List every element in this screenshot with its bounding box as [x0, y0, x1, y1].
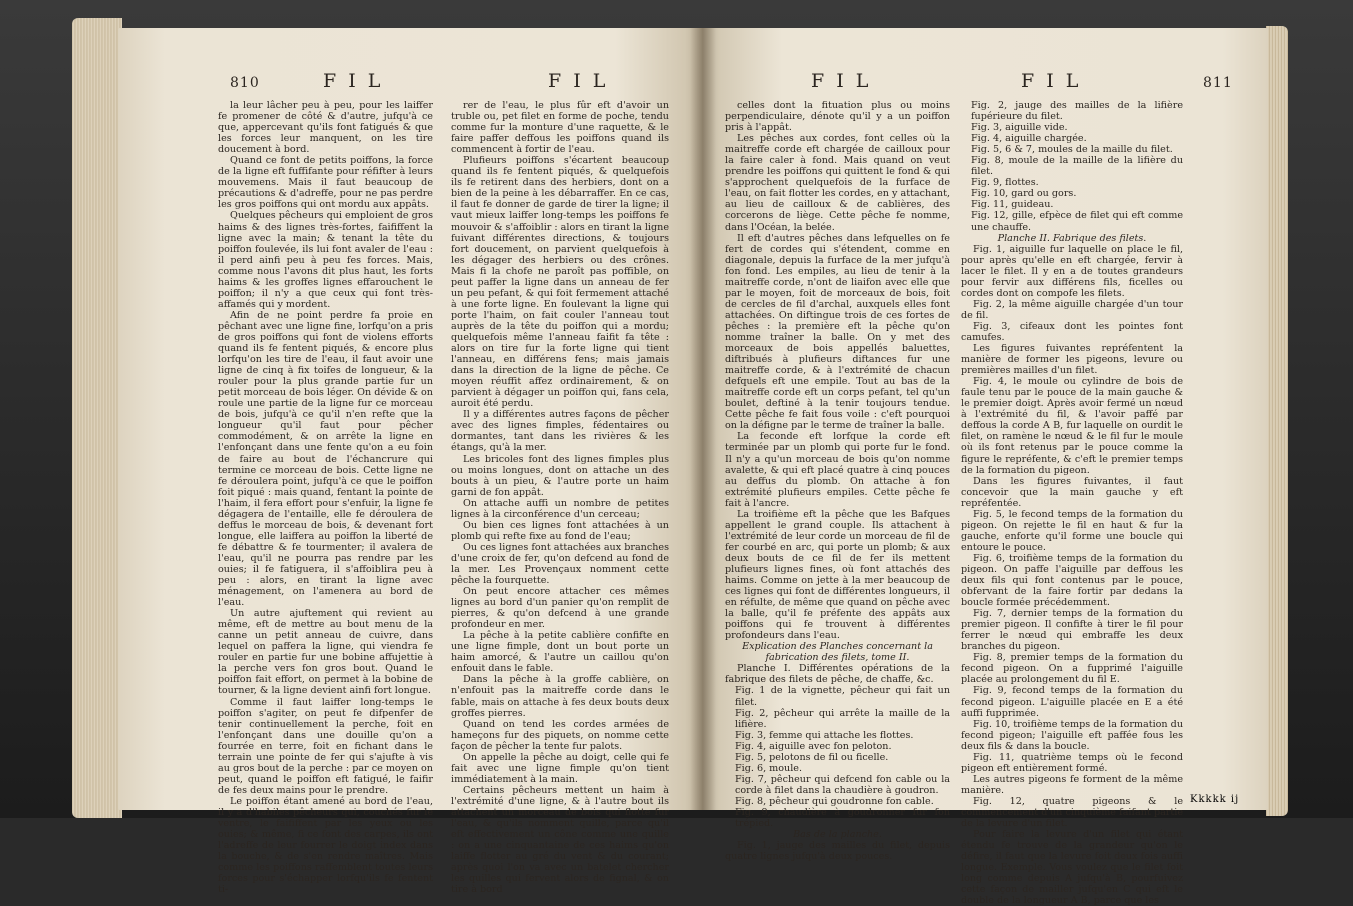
figure-item: Fig. 4, aiguille avec fon peloton. [735, 740, 892, 752]
right-page-number: 811 [1203, 75, 1233, 91]
figure-item: Fig. 2, jauge des mailles de la lifière fupérieure du filet. [971, 100, 1183, 123]
paragraph: Certains pêcheurs mettent un haim à l'extrémité d'une ligne, & à l'autre bout ils attachent un morceau de bois qui flotte fur l'eau, & qu'ils nomment quille, parce qu'il eft effectivement un cône comme une quille : on a une cinquantaine de ces haims qu'on laiffe flotter au gré du vent & du courant; après quoi l'on va avec un batelet chercher les quilles qui fervent alors de fignal, & on tire à bord [451, 784, 669, 896]
paragraph: Fig. 1, aiguille fur laquelle on place le fil, pour après qu'elle en eft chargée, fervir à lacer le filet. Il y en a de toutes grandeurs pour fervir aux différens fils, ficelles ou cordes dont on compofe les filets. [961, 243, 1183, 299]
paragraph: Fig. 11, quatrième temps où le fecond pigeon eft entièrement formé. [961, 751, 1183, 774]
figure-item: Fig. 2, pêcheur qui arrête la maille de la lifière. [735, 707, 950, 730]
left-running-head: F I L [323, 70, 384, 92]
right-running-head-1: F I L [811, 70, 872, 92]
paragraph: Il y a différentes autres façons de pêcher avec des lignes fimples, fédentaires ou dormantes, tant dans les rivières & les étangs, qu'à la mer. [451, 409, 669, 454]
paragraph: Quand on tend les cordes armées de hameçons fur des piquets, on nomme cette façon de pêcher la tente fur palots. [451, 718, 669, 752]
figure-item: Fig. 10, gard ou gors. [971, 188, 1077, 200]
left-page [118, 28, 703, 896]
figure-item: Fig. 4, aiguille chargée. [971, 133, 1087, 145]
figure-item: Fig. 9, chaudière à goudronner fur fon trépied. [735, 807, 950, 830]
figure-item: Fig. 1 de la vignette, pêcheur qui fait un filet. [735, 685, 950, 708]
paragraph: On appelle la pêche au doigt, celle qui fe fait avec une ligne fimple qu'on tient immédiatement à la main. [451, 751, 669, 785]
paragraph: Fig. 9, fecond temps de la formation du fecond pigeon. L'aiguille placée en E a été auffi fupprimée. [961, 685, 1183, 719]
paragraph: Les bricoles font des lignes fimples plus ou moins longues, dont on attache un des bouts à un pieu, & l'autre porte un haim garni de fon appât. [451, 453, 669, 498]
paragraph: Fig. 12, quatre pigeons & le commencement d'un cinquième faifant partie de la levure d'un filet. [961, 795, 1183, 830]
paragraph: Planche I. Différentes opérations de la fabrique des filets de pêche, de chaffe, &c. [725, 663, 950, 686]
signature-mark: Kkkkk ij [1190, 794, 1240, 805]
paragraph: Fig. 8, premier temps de la formation du fecond pigeon. On a fupprimé l'aiguille placée au prolongement du fil E. [961, 652, 1183, 686]
paragraph: Ou bien ces lignes font attachées à un plomb qui refte fixe au fond de l'eau; [451, 519, 669, 542]
paragraph: celles dont la fituation plus ou moins perpendiculaire, dénote qu'il y a un poiffon pris à l'appât. [725, 100, 950, 134]
paragraph: Fig. 1, jauge des mailles du filet, depuis quatre lignes jufqu'à deux pouces. [725, 840, 950, 863]
paragraph: Ou ces lignes font attachées aux branches d'une croix de fer, qu'on defcend au fond de la mer. Les Provençaux nomment cette pêche la fourquette. [451, 541, 669, 587]
figure-item: Fig. 3, femme qui attache les flottes. [735, 729, 914, 741]
figure-item: Fig. 5, 6 & 7, moules de la maille du filet. [971, 144, 1173, 156]
paragraph: Afin de ne point perdre fa proie en pêchant avec une ligne fine, lorfqu'on a pris de gros poiffons qui font de violens efforts quand ils fe fentent piqués, & encore plus lorfqu'on les tire de l'eau, il faut avoir une ligne de cinq à fix toifes de longueur, & la rouler pour la plus grande partie fur un petit morceau de bois léger. On dévide & on roule une partie de la ligne fur ce morceau de bois, jufqu'à ce qu'il n'en refte que la longueur qu'il faut pour pêcher commodément, & on arrête la ligne en l'enfonçant dans une fente qu'on a eu foin de faire au bout de l'échancrure qui termine ce morceau de bois. Cette ligne ne fe déroulera point, jufqu'à ce que le poiffon foit piqué : mais quand, fentant la pointe de l'haim, il fera effort pour s'enfuir, la ligne fe dégagera de l'entaille, elle fe déroulera de deffus le morceau de bois, & devenant fort longue, elle laiffera au poiffon la liberté de fe débattre & fe tourmenter; il avalera de l'eau, qu'il ne pourra pas rendre par les ouies; il fe fatiguera, il s'affoiblira peu à peu : alors, en tirant la ligne avec ménagement, on l'amenera au bord de l'eau. [218, 309, 433, 609]
paragraph: Fig. 4, le moule ou cylindre de bois de faule tenu par le pouce de la main gauche & le premier doigt. Après avoir fermé un nœud à l'extrémité du fil, & l'avoir paffé par deffous la corde A B, fur laquelle on ourdit le filet, on ramène le nœud & le fil fur le moule où ils font retenus par le pouce comme la figure le repréfente, & c'eft le premier temps de la formation du pigeon. [961, 376, 1183, 476]
paragraph: Quelques pêcheurs qui emploient de gros haims & des lignes très-fortes, faififfent la ligne avec la main; & tenant la tête du poiffon foulevée, ils lui font avaler de l'eau : il perd ainfi peu à peu fes forces. Mais, comme nous l'avons dit plus haut, les forts haims & les groffes lignes effarouchent le poiffon; il n'y a que ceux qui font très-affamés qui y mordent. [218, 210, 433, 310]
paragraph: Fig. 2, la même aiguille chargée d'un tour de fil. [961, 298, 1183, 321]
paragraph: Il eft d'autres pêches dans lefquelles on fe fert de cordes qui s'étendent, comme en diagonale, depuis la furface de la mer jufqu'à fon fond. Les empiles, au lieu de tenir à la maitreffe corde, n'ont de liaifon avec elle que par le moyen, foit de morceaux de bois, foit de cercles de fil d'archal, auxquels elles font attachées. On diftingue trois de ces fortes de pêches : la première eft la pêche qu'on nomme traîner la balle. On y met des morceaux de bois appellés baluettes, diftribués à plufieurs diftances fur une maitreffe corde, & à l'extrémité de chacun defquels eft une empile. Tout au bas de la maitreffe corde eft un corps pefant, tel qu'un boulet, deftiné à la tenir toujours tendue. Cette pêche fe fait fous voile : c'eft pourquoi on la défigne par le terme de traîner la balle. [725, 232, 950, 432]
paragraph: Dans les figures fuivantes, il faut concevoir que la main gauche y eft repréfentée. [961, 475, 1183, 509]
left-page-number: 810 [230, 75, 260, 91]
figure-item: Fig. 8, pêcheur qui goudronne fon cable. [735, 795, 934, 807]
paragraph: Fig. 6, troifième temps de la formation du pigeon. On paffe l'aiguille par deffous les deux fils qui font contenus par le pouce, obfervant de la faire fortir par dedans la boucle formée précédemment. [961, 552, 1183, 609]
paragraph: Fig. 10, troifième temps de la formation du fecond pigeon; l'aiguille eft paffée fous les deux fils & dans la boucle. [961, 718, 1183, 752]
paragraph: Plufieurs poiffons s'écartent beaucoup quand ils fe fentent piqués, & quelquefois ils fe retirent dans des herbiers, dont on a bien de la peine à les débarraffer. En ce cas, il faut fe donner de garde de tirer la ligne; il vaut mieux laiffer long-temps les poiffons fe mouvoir & s'affoiblir : alors en tirant la ligne fuivant différentes directions, & toujours fort doucement, on parvient quelquefois à les dégager des herbiers ou des crônes. Mais fi la chofe ne paroît pas poffible, on peut paffer la ligne dans un anneau de fer un peu pefant, & qui foit fermement attaché à une forte ligne. En foulevant la ligne qui porte l'haim, on fait couler l'anneau tout auprès de la tête du poiffon qui a mordu; quelquefois même l'anneau faifit fa tête : alors on tire fur la forte ligne qui tient l'anneau, en différens fens; mais jamais dans la direction de la ligne de pêche. Ce moyen réuffit affez ordinairement, & on parvient à dégager un poiffon qui, fans cela, auroit été perdu. [451, 155, 669, 410]
right-page [703, 28, 1268, 906]
paragraph: Dans la pêche à la groffe cablière, on n'enfouit pas la maitreffe corde dans le fable, mais on attache à fes deux bouts deux groffes pierres. [451, 674, 669, 719]
paragraph: Quand ce font de petits poiffons, la force de la ligne eft fuffifante pour réfifter à leurs mouvemens. Mais il faut beaucoup de précautions & d'adreffe, pour ne pas perdre les gros poiffons qui ont mordu aux appâts. [218, 155, 433, 211]
paragraph: Le poiffon étant amené au bord de l'eau, il y a d'habiles pêcheurs qui, couchés fur le ventre, le faififfent par les yeux ou les ouies; & même, fi ce font des carpes, ils ont l'adreffe de leur fourrer le doigt index dans la bouche, & de s'en rendre maîtres. Mais comme les poiffons raffemblent toutes leurs forces pour s'échapper lorfqu'ils fe fentent ti- [218, 795, 433, 896]
figure-item: Fig. 12, gille, efpèce de filet qui eft comme une chauffe. [971, 210, 1183, 233]
right-running-head: F I L [1021, 70, 1082, 92]
paragraph: Les figures fuivantes repréfentent la manière de former les pigeons, levure ou premières mailles d'un filet. [961, 343, 1183, 377]
right-column-2 [961, 100, 1183, 906]
paragraph: Comme il faut laiffer long-temps le poiffon s'agiter, on peut fe difpenfer de tenir continuellement la perche, foit en l'enfonçant dans une douille qu'on a fourrée en terre, foit en fichant dans le terrain une pointe de fer qui s'ajufte à vis au gros bout de la perche : par ce moyen on peut, quand le poiffon eft fatigué, le faifir de fes deux mains pour le prendre. [218, 696, 433, 796]
figure-item: Fig. 5, pelotons de fil ou ficelle. [735, 751, 889, 763]
paragraph: Les autres pigeons fe forment de la même manière. [961, 773, 1183, 796]
left-column-2 [451, 100, 669, 895]
paragraph: la leur lâcher peu à peu, pour les laiffer fe promener de côté & d'autre, jufqu'à ce que, appercevant qu'ils font fatigués & que les forces leur manquent, on les tire doucement à bord. [218, 100, 433, 156]
right-column-1 [725, 100, 950, 862]
paragraph: Les pêches aux cordes, font celles où la maitreffe corde eft chargée de cailloux pour la faire caler à fond. Mais quand on veut prendre les poiffons qui quittent le fond & qui s'approchent quelquefois de la furface de l'eau, on fait flotter les cordes, en y attachant, au lieu de cailloux & de cablières, des corcerons de liège. Cette pêche fe nomme, dans l'Océan, la belée. [725, 133, 951, 233]
figure-item: Fig. 9, flottes. [971, 177, 1039, 189]
paragraph: On peut encore attacher ces mêmes lignes au bord d'un panier qu'on remplit de pierres, & qu'on defcend à une grande profondeur en mer. [451, 586, 669, 631]
paragraph: Fig. 7, dernier temps de la formation du premier pigeon. Il confifte à tirer le fil pour ferrer le nœud qui embraffe les deux branches du pigeon. [961, 608, 1183, 653]
paragraph: La troifième eft la pêche que les Bafques appellent le grand couple. Ils attachent à l'extrémité de leur corde un morceau de fil de fer courbé en arc, qui porte un plomb; & aux deux bouts de ce fil de fer ils mettent plufieurs lignes fines, où font attachés des haims. Comme on jette à la mer beaucoup de ces lignes qui font de différentes longueurs, il en réfulte, de même que quand on pêche avec la balle, qu'il fe préfente des appâts aux poiffons qui fe trouvent à différentes profondeurs dans l'eau. [725, 508, 950, 642]
paragraph: Pour faire la levure d'un filet qui étant étendu fe trouve de la grandeur qu'on le défire, il faut que la levure foit deux fois auffi longue. Exemple. Vous voulez que le filet foit long comme depuis A jufqu'à B, pourfuivez cette façon de mailler jufqu'en C qui eft le double de la longueur A B, parce que les [961, 829, 1183, 906]
figure-item: Fig. 7, pêcheur qui defcend fon cable ou la corde à filet dans la chaudière à goudron. [735, 773, 950, 796]
figure-item: Fig. 8, moule de la maille de la lifière du filet. [971, 155, 1183, 178]
paragraph: Fig. 5, le fecond temps de la formation du pigeon. On rejette le fil en haut & fur la gauche, enforte qu'il forme une boucle qui entoure le pouce. [961, 508, 1183, 553]
left-running-head-2: F I L [548, 70, 609, 92]
paragraph: rer de l'eau, le plus fûr eft d'avoir un truble ou, pet filet en forme de poche, tendu comme fur la monture d'une raquette, & le faire paffer deffous les poiffons quand ils commencent à fortir de l'eau. [451, 100, 669, 156]
section-heading: Planche II. Fabrique des filets. [997, 232, 1147, 244]
paragraph: On attache auffi un nombre de petites lignes à la circonférence d'un cerceau; [451, 497, 669, 520]
paragraph: Fig. 3, cifeaux dont les pointes font camufes. [961, 320, 1183, 343]
figure-item: Fig. 6, moule. [735, 762, 803, 774]
paragraph: La pêche à la petite cablière confifte en une ligne fimple, dont un bout porte un haim amorcé, & l'autre un caillou qu'on enfouit dans le fable. [451, 630, 669, 675]
book-edge-left [72, 18, 122, 818]
paragraph: La feconde eft lorfque la corde eft terminée par un plomb qui porte fur le fond. Il n'y a qu'un morceau de bois qu'on nomme avalette, & qui eft placé quatre à cinq pouces au deffus du plomb. On attache à fon extrémité plufieurs empiles. Cette pêche fe fait à l'ancre. [725, 431, 950, 509]
left-column-1 [218, 100, 433, 895]
figure-item: Fig. 3, aiguille vide. [971, 122, 1068, 134]
paragraph: Un autre ajuftement qui revient au même, eft de mettre au bout menu de la canne un petit anneau de cuivre, dans lequel on paffera la ligne, qui viendra fe rouler en partie fur une bobine affujettie à la perche vers fon gros bout. Quand le poiffon fait effort, on permet à la bobine de tourner, & la ligne devient ainfi fort longue. [218, 608, 433, 697]
section-heading: Bas de la planche. [793, 829, 882, 841]
section-heading: Explication des Planches concernant la fabrication des filets, tome II. [742, 641, 933, 664]
figure-item: Fig. 11, guideau. [971, 199, 1054, 211]
book-edge-right [1266, 26, 1288, 816]
book-gutter [690, 28, 716, 810]
